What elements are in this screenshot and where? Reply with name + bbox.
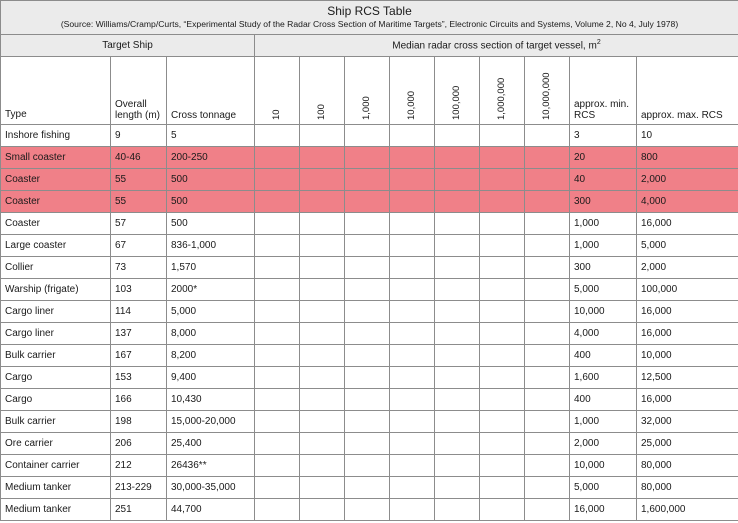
cell-tonnage: 200-250 xyxy=(167,147,255,169)
cell-max-rcs: 16,000 xyxy=(637,213,738,235)
cell-scale xyxy=(480,279,525,301)
cell-tonnage: 500 xyxy=(167,169,255,191)
cell-scale xyxy=(390,477,435,499)
table-row xyxy=(1,411,738,433)
cell-tonnage: 2000* xyxy=(167,279,255,301)
cell-scale xyxy=(300,345,345,367)
cell-scale xyxy=(525,147,570,169)
cell-min-rcs: 1,000 xyxy=(570,213,637,235)
cell-max-rcs: 16,000 xyxy=(637,301,738,323)
cell-scale xyxy=(525,367,570,389)
cell-length: 212 xyxy=(111,455,167,477)
cell-scale xyxy=(255,279,300,301)
cell-scale xyxy=(255,213,300,235)
cell-scale xyxy=(480,301,525,323)
cell-length: 67 xyxy=(111,235,167,257)
cell-scale xyxy=(480,389,525,411)
cell-scale xyxy=(345,257,390,279)
cell-scale xyxy=(435,279,480,301)
cell-type: Medium tanker xyxy=(1,477,111,499)
cell-scale xyxy=(345,477,390,499)
cell-scale xyxy=(435,213,480,235)
cell-scale xyxy=(345,345,390,367)
cell-scale xyxy=(435,455,480,477)
cell-min-rcs: 5,000 xyxy=(570,279,637,301)
cell-type: Coaster xyxy=(1,169,111,191)
table-row xyxy=(1,169,738,191)
cell-max-rcs: 5,000 xyxy=(637,235,738,257)
cell-scale xyxy=(480,213,525,235)
cell-tonnage: 30,000-35,000 xyxy=(167,477,255,499)
cell-scale xyxy=(390,301,435,323)
cell-scale xyxy=(435,389,480,411)
col-header-scale-100 xyxy=(300,57,345,125)
table-title-cell xyxy=(1,1,738,35)
col-header-length: Overall length (m) xyxy=(111,57,167,125)
cell-scale xyxy=(300,257,345,279)
cell-max-rcs: 2,000 xyxy=(637,257,738,279)
cell-max-rcs: 32,000 xyxy=(637,411,738,433)
cell-tonnage: 9,400 xyxy=(167,367,255,389)
cell-scale xyxy=(525,499,570,521)
cell-scale xyxy=(480,455,525,477)
cell-scale xyxy=(435,191,480,213)
cell-scale xyxy=(480,477,525,499)
cell-scale xyxy=(480,499,525,521)
cell-scale xyxy=(525,257,570,279)
cell-min-rcs: 1,000 xyxy=(570,411,637,433)
scale-label: 100 xyxy=(316,104,327,120)
cell-scale xyxy=(435,257,480,279)
cell-scale xyxy=(480,169,525,191)
cell-scale xyxy=(345,169,390,191)
cell-type: Collier xyxy=(1,257,111,279)
cell-scale xyxy=(255,125,300,147)
cell-min-rcs: 16,000 xyxy=(570,499,637,521)
scale-label: 1,000 xyxy=(361,96,372,120)
cell-scale xyxy=(255,455,300,477)
cell-type: Inshore fishing xyxy=(1,125,111,147)
cell-length: 55 xyxy=(111,169,167,191)
cell-scale xyxy=(255,477,300,499)
cell-scale xyxy=(255,169,300,191)
cell-scale xyxy=(480,367,525,389)
cell-scale xyxy=(525,477,570,499)
scale-label: 1,000,000 xyxy=(496,77,507,120)
table-row xyxy=(1,433,738,455)
cell-min-rcs: 20 xyxy=(570,147,637,169)
cell-length: 73 xyxy=(111,257,167,279)
cell-scale xyxy=(255,345,300,367)
cell-scale xyxy=(525,279,570,301)
cell-scale xyxy=(300,411,345,433)
cell-scale xyxy=(525,301,570,323)
table-body xyxy=(1,125,738,521)
cell-scale xyxy=(345,389,390,411)
cell-scale xyxy=(390,125,435,147)
cell-scale xyxy=(300,323,345,345)
table-row xyxy=(1,301,738,323)
cell-tonnage: 500 xyxy=(167,213,255,235)
table-row xyxy=(1,389,738,411)
cell-length: 153 xyxy=(111,367,167,389)
cell-scale xyxy=(525,169,570,191)
col-header-scale-10000 xyxy=(390,57,435,125)
cell-scale xyxy=(480,257,525,279)
cell-scale xyxy=(525,323,570,345)
cell-tonnage: 836-1,000 xyxy=(167,235,255,257)
table-source: (Source: Williams/Cramp/Curts, “Experimental Study of the Radar Cross Section of Maritime Targets”, Electronic Circuits and Systems, Volume 2, No 4, July 1978) xyxy=(60,18,679,29)
cell-max-rcs: 16,000 xyxy=(637,389,738,411)
cell-scale xyxy=(525,433,570,455)
scale-label: 100,000 xyxy=(451,85,462,120)
cell-min-rcs: 1,600 xyxy=(570,367,637,389)
cell-scale xyxy=(255,499,300,521)
cell-max-rcs: 10 xyxy=(637,125,738,147)
cell-tonnage: 8,200 xyxy=(167,345,255,367)
cell-scale xyxy=(525,411,570,433)
cell-scale xyxy=(390,279,435,301)
cell-tonnage: 1,570 xyxy=(167,257,255,279)
col-header-scale-10000000 xyxy=(525,57,570,125)
cell-type: Cargo xyxy=(1,389,111,411)
cell-scale xyxy=(480,147,525,169)
table-row xyxy=(1,125,738,147)
median-rcs-unit-sup: 2 xyxy=(596,39,601,47)
cell-min-rcs: 10,000 xyxy=(570,301,637,323)
cell-max-rcs: 100,000 xyxy=(637,279,738,301)
table-row xyxy=(1,323,738,345)
cell-scale xyxy=(390,367,435,389)
cell-type: Bulk carrier xyxy=(1,411,111,433)
cell-scale xyxy=(390,147,435,169)
cell-tonnage: 10,430 xyxy=(167,389,255,411)
cell-scale xyxy=(390,213,435,235)
cell-max-rcs: 10,000 xyxy=(637,345,738,367)
cell-type: Coaster xyxy=(1,213,111,235)
cell-min-rcs: 400 xyxy=(570,345,637,367)
table-row xyxy=(1,257,738,279)
cell-scale xyxy=(480,125,525,147)
table-row xyxy=(1,191,738,213)
cell-max-rcs: 4,000 xyxy=(637,191,738,213)
cell-type: Large coaster xyxy=(1,235,111,257)
cell-scale xyxy=(525,191,570,213)
cell-scale xyxy=(390,455,435,477)
cell-scale xyxy=(300,367,345,389)
cell-scale xyxy=(345,367,390,389)
cell-min-rcs: 1,000 xyxy=(570,235,637,257)
cell-scale xyxy=(390,499,435,521)
cell-scale xyxy=(480,235,525,257)
cell-tonnage: 25,400 xyxy=(167,433,255,455)
table-title: Ship RCS Table xyxy=(327,3,412,18)
cell-scale xyxy=(390,257,435,279)
cell-scale xyxy=(390,433,435,455)
col-header-scale-100000 xyxy=(435,57,480,125)
cell-length: 137 xyxy=(111,323,167,345)
cell-scale xyxy=(435,411,480,433)
col-header-scale-10 xyxy=(255,57,300,125)
cell-scale xyxy=(435,477,480,499)
col-header-scale-1000000 xyxy=(480,57,525,125)
col-header-type: Type xyxy=(1,57,111,125)
col-header-max-rcs: approx. max. RCS xyxy=(637,57,738,125)
cell-scale xyxy=(255,235,300,257)
cell-scale xyxy=(300,125,345,147)
cell-scale xyxy=(300,169,345,191)
cell-length: 166 xyxy=(111,389,167,411)
cell-scale xyxy=(345,433,390,455)
cell-type: Bulk carrier xyxy=(1,345,111,367)
cell-type: Container carrier xyxy=(1,455,111,477)
cell-max-rcs: 25,000 xyxy=(637,433,738,455)
cell-max-rcs: 800 xyxy=(637,147,738,169)
cell-scale xyxy=(480,433,525,455)
cell-type: Ore carrier xyxy=(1,433,111,455)
cell-scale xyxy=(435,169,480,191)
cell-max-rcs: 16,000 xyxy=(637,323,738,345)
group-header-median-rcs xyxy=(255,35,738,57)
cell-length: 55 xyxy=(111,191,167,213)
cell-scale xyxy=(390,191,435,213)
cell-scale xyxy=(435,125,480,147)
cell-max-rcs: 80,000 xyxy=(637,477,738,499)
cell-type: Cargo liner xyxy=(1,301,111,323)
table-row xyxy=(1,499,738,521)
table-row xyxy=(1,279,738,301)
cell-scale xyxy=(300,455,345,477)
group-header-target-ship: Target Ship xyxy=(1,35,255,57)
cell-scale xyxy=(480,323,525,345)
table-row xyxy=(1,213,738,235)
cell-scale xyxy=(345,235,390,257)
cell-scale xyxy=(435,367,480,389)
cell-scale xyxy=(300,301,345,323)
cell-min-rcs: 40 xyxy=(570,169,637,191)
cell-scale xyxy=(255,147,300,169)
cell-length: 103 xyxy=(111,279,167,301)
cell-scale xyxy=(300,499,345,521)
cell-scale xyxy=(480,191,525,213)
cell-scale xyxy=(345,147,390,169)
scale-label: 10,000,000 xyxy=(541,72,552,120)
cell-type: Cargo liner xyxy=(1,323,111,345)
col-header-scale-1000 xyxy=(345,57,390,125)
cell-scale xyxy=(480,345,525,367)
cell-tonnage: 8,000 xyxy=(167,323,255,345)
cell-max-rcs: 1,600,000 xyxy=(637,499,738,521)
cell-scale xyxy=(300,433,345,455)
cell-scale xyxy=(435,345,480,367)
cell-scale xyxy=(255,301,300,323)
cell-min-rcs: 3 xyxy=(570,125,637,147)
scale-label: 10,000 xyxy=(406,90,417,120)
cell-scale xyxy=(525,345,570,367)
cell-length: 206 xyxy=(111,433,167,455)
cell-scale xyxy=(345,191,390,213)
cell-length: 213-229 xyxy=(111,477,167,499)
cell-scale xyxy=(255,191,300,213)
scale-label: 10 xyxy=(271,109,282,120)
cell-scale xyxy=(255,411,300,433)
cell-scale xyxy=(255,257,300,279)
table-row xyxy=(1,367,738,389)
table-row xyxy=(1,235,738,257)
cell-max-rcs: 2,000 xyxy=(637,169,738,191)
cell-scale xyxy=(435,235,480,257)
cell-scale xyxy=(345,213,390,235)
cell-scale xyxy=(300,389,345,411)
cell-min-rcs: 10,000 xyxy=(570,455,637,477)
cell-type: Small coaster xyxy=(1,147,111,169)
cell-scale xyxy=(345,499,390,521)
cell-scale xyxy=(345,323,390,345)
cell-scale xyxy=(300,279,345,301)
cell-scale xyxy=(390,345,435,367)
cell-scale xyxy=(435,147,480,169)
cell-scale xyxy=(435,433,480,455)
cell-scale xyxy=(255,389,300,411)
cell-min-rcs: 300 xyxy=(570,257,637,279)
cell-scale xyxy=(345,301,390,323)
cell-scale xyxy=(480,411,525,433)
cell-min-rcs: 400 xyxy=(570,389,637,411)
cell-min-rcs: 4,000 xyxy=(570,323,637,345)
cell-scale xyxy=(525,235,570,257)
cell-scale xyxy=(255,367,300,389)
cell-scale xyxy=(255,323,300,345)
cell-scale xyxy=(345,279,390,301)
cell-length: 198 xyxy=(111,411,167,433)
cell-length: 251 xyxy=(111,499,167,521)
cell-scale xyxy=(255,433,300,455)
cell-scale xyxy=(345,125,390,147)
cell-tonnage: 500 xyxy=(167,191,255,213)
table-row xyxy=(1,455,738,477)
cell-tonnage: 5 xyxy=(167,125,255,147)
median-rcs-label: Median radar cross section of target vessel, m xyxy=(392,40,597,52)
cell-scale xyxy=(435,499,480,521)
cell-scale xyxy=(345,411,390,433)
cell-scale xyxy=(300,477,345,499)
cell-type: Coaster xyxy=(1,191,111,213)
cell-tonnage: 26436** xyxy=(167,455,255,477)
cell-min-rcs: 2,000 xyxy=(570,433,637,455)
cell-scale xyxy=(525,213,570,235)
cell-scale xyxy=(390,389,435,411)
cell-length: 57 xyxy=(111,213,167,235)
col-header-tonnage: Cross tonnage xyxy=(167,57,255,125)
cell-type: Medium tanker xyxy=(1,499,111,521)
cell-tonnage: 15,000-20,000 xyxy=(167,411,255,433)
table-row xyxy=(1,147,738,169)
cell-scale xyxy=(300,235,345,257)
cell-scale xyxy=(525,389,570,411)
cell-scale xyxy=(300,213,345,235)
cell-scale xyxy=(435,323,480,345)
cell-length: 9 xyxy=(111,125,167,147)
cell-tonnage: 5,000 xyxy=(167,301,255,323)
cell-scale xyxy=(435,301,480,323)
cell-scale xyxy=(300,147,345,169)
cell-scale xyxy=(390,235,435,257)
cell-min-rcs: 300 xyxy=(570,191,637,213)
table-row xyxy=(1,477,738,499)
cell-length: 40-46 xyxy=(111,147,167,169)
cell-length: 167 xyxy=(111,345,167,367)
cell-scale xyxy=(390,169,435,191)
table-row xyxy=(1,345,738,367)
cell-scale xyxy=(525,125,570,147)
cell-tonnage: 44,700 xyxy=(167,499,255,521)
cell-scale xyxy=(345,455,390,477)
cell-type: Cargo xyxy=(1,367,111,389)
cell-max-rcs: 80,000 xyxy=(637,455,738,477)
cell-scale xyxy=(390,323,435,345)
cell-min-rcs: 5,000 xyxy=(570,477,637,499)
col-header-min-rcs: approx. min. RCS xyxy=(570,57,637,125)
cell-scale xyxy=(300,191,345,213)
cell-max-rcs: 12,500 xyxy=(637,367,738,389)
cell-scale xyxy=(525,455,570,477)
cell-type: Warship (frigate) xyxy=(1,279,111,301)
cell-scale xyxy=(390,411,435,433)
cell-length: 114 xyxy=(111,301,167,323)
